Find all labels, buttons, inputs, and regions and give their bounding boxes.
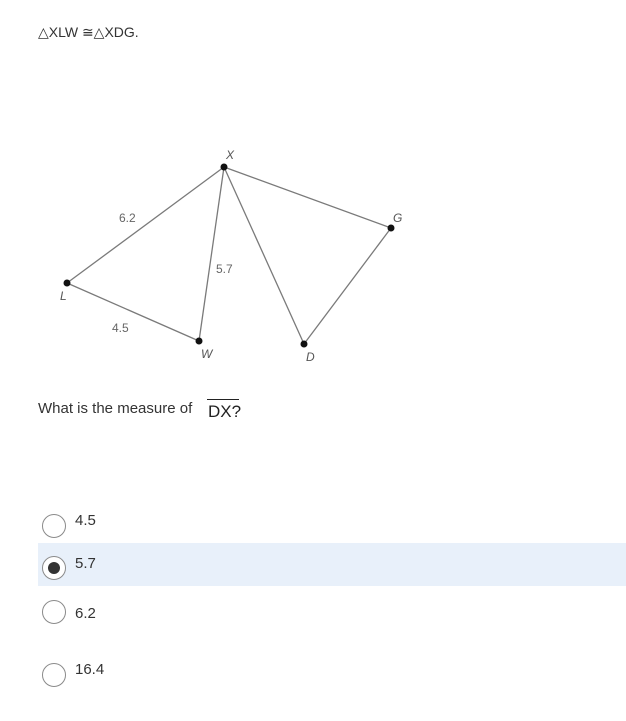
segment-lw [67, 283, 199, 341]
segment-gd [304, 228, 391, 344]
radio-button[interactable] [42, 663, 66, 687]
segment-xg [224, 167, 391, 228]
radio-button[interactable] [42, 600, 66, 624]
label-l: L [60, 289, 67, 303]
option-label: 4.5 [75, 512, 96, 529]
length-xl: 6.2 [119, 211, 136, 225]
point-l [64, 280, 71, 287]
segment-xw [199, 167, 224, 341]
overline [207, 399, 239, 400]
option-4[interactable] [0, 654, 626, 696]
length-lw: 4.5 [112, 321, 129, 335]
option-2[interactable] [38, 543, 626, 586]
option-1[interactable] [0, 505, 626, 547]
label-g: G [393, 211, 403, 225]
option-label: 6.2 [75, 605, 96, 622]
point-x [221, 164, 228, 171]
radio-button[interactable] [42, 514, 66, 538]
radio-dot-icon [48, 562, 60, 574]
problem-statement: △XLW ≅△XDG. [38, 24, 139, 40]
option-label: 16.4 [75, 661, 105, 678]
length-xw: 5.7 [216, 262, 233, 276]
label-d: D [306, 350, 315, 364]
segment-name: DX? [208, 402, 242, 421]
point-g [388, 225, 395, 232]
question-text: What is the measure of [38, 400, 193, 417]
option-3[interactable] [0, 597, 626, 639]
label-w: W [201, 347, 213, 361]
label-x: X [226, 148, 235, 162]
segment-xl [67, 167, 224, 283]
segment-xd [224, 167, 304, 344]
radio-button-selected[interactable] [42, 556, 66, 580]
point-w [196, 338, 203, 345]
option-label: 5.7 [75, 555, 96, 572]
point-d [301, 341, 308, 348]
